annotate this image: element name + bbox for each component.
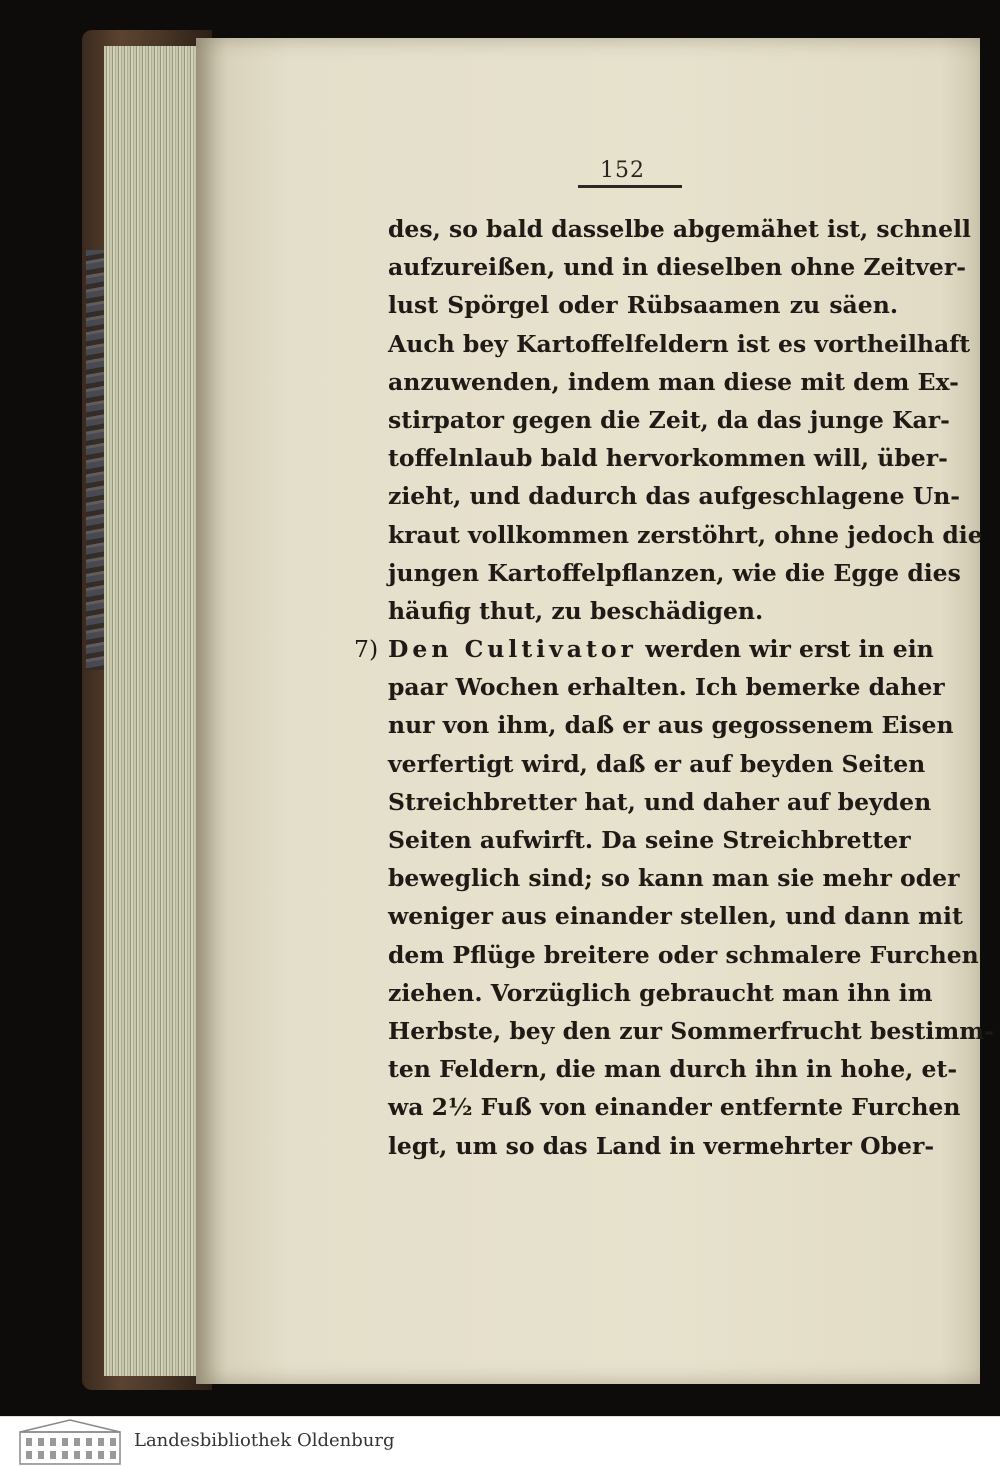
text-line: toffelnlaub bald hervorkommen will, über- — [388, 444, 948, 473]
text-line: Herbste, bey den zur Sommerfrucht bestimm- — [388, 1016, 994, 1045]
text-line: aufzureißen, und in dieselben ohne Zeitver- — [388, 253, 967, 282]
text-line: nur von ihm, daß er aus gegossenem Eisen — [388, 711, 954, 740]
text-line: wa 2½ Fuß von einander entfernte Furchen — [388, 1093, 961, 1122]
text-line: stirpator gegen die Zeit, da das junge Kar- — [388, 405, 950, 434]
text-line: ziehen. Vorzüglich gebraucht man ihn im — [388, 978, 933, 1007]
text-line: legt, um so das Land in vermehrter Ober- — [388, 1131, 935, 1160]
text-line: dem Pflüge breitere oder schmalere Furchen — [388, 940, 979, 969]
text-line: weniger aus einander stellen, und dann mit — [388, 902, 963, 931]
text-line: ten Feldern, die man durch ihn in hohe, et- — [388, 1055, 958, 1084]
text-line: kraut vollkommen zerstöhrt, ohne jedoch die — [388, 520, 983, 549]
spaced-term: Den Cultivator — [388, 635, 637, 664]
page-number: 152 — [600, 158, 645, 183]
library-name: Landesbibliothek Oldenburg — [134, 1430, 395, 1451]
text-line: Streichbretter hat, und daher auf beyden — [388, 787, 932, 816]
text-line: jungen Kartoffelpflanzen, wie die Egge dies — [388, 558, 961, 587]
text-line: beweglich sind; so kann man sie mehr oder — [388, 864, 960, 893]
text-line: paar Wochen erhalten. Ich bemerke daher — [388, 673, 945, 702]
item-marker: 7) — [354, 635, 379, 664]
text-line: anzuwenden, indem man diese mit dem Ex- — [388, 367, 959, 396]
text-line: Auch bey Kartoffelfeldern ist es vortheilhaft — [388, 329, 971, 358]
item-7-line — [354, 630, 934, 668]
footer-bar — [0, 1416, 1000, 1467]
text-line: zieht, und dadurch das aufgeschlagene Un- — [388, 482, 961, 511]
library-building-icon — [18, 1418, 122, 1466]
text-line: lust Spörgel oder Rübsaamen zu säen. — [388, 291, 898, 320]
page-text — [354, 210, 994, 1165]
text-line: Seiten aufwirft. Da seine Streichbretter — [388, 826, 911, 854]
text-line: häufig thut, zu beschädigen. — [388, 596, 764, 625]
page-edges — [104, 46, 200, 1376]
text-line: verfertigt wird, daß er auf beyden Seiten — [388, 749, 926, 778]
item-7-rest: werden wir erst in ein — [645, 635, 934, 664]
text-line: des, so bald dasselbe abgemähet ist, schnell — [388, 215, 971, 243]
header-rule — [578, 185, 682, 188]
